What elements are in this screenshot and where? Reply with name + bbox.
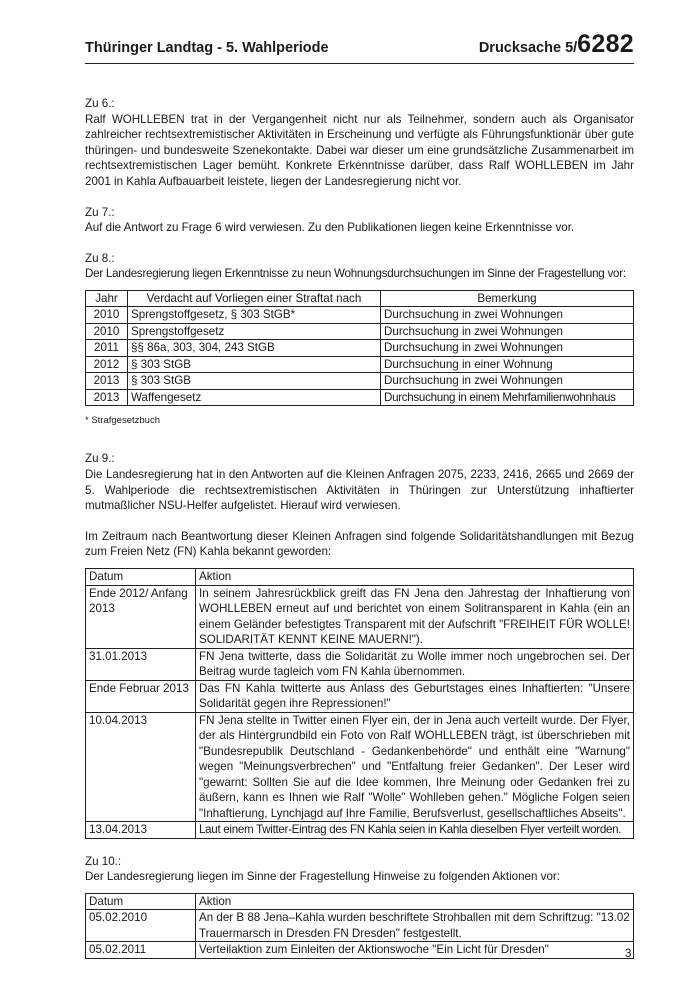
q10-heading: Zu 10.: [85,854,122,868]
table-row [86,373,634,390]
table-cell: Ende Februar 2013 [86,680,196,712]
table-cell: § 303 StGB [128,373,381,390]
drucksache-prefix: Drucksache 5/ [478,40,578,56]
document-body [85,96,634,959]
page-number: 3 [625,947,632,960]
table-cell: 2010 [86,307,128,324]
table-row [86,307,634,324]
table-cell: Verteilaktion zum Einleiten der Aktionswoche "Ein Licht für Dresden" [196,942,634,959]
table-row [86,389,634,406]
column-header: Jahr [86,290,128,307]
table-cell: 2011 [86,340,128,357]
table-row [86,712,634,822]
searches-table [85,290,634,407]
table-cell: 10.04.2013 [86,712,196,822]
solidarity-actions-table [85,568,634,839]
table-header-row [86,290,634,307]
footnote: * Strafgesetzbuch [85,415,160,427]
table-cell: FN Jena twitterte, dass die Solidarität zu Wolle immer noch ungebrochen sei. Der Beitrag wurde tagleich vom FN Kahla übernommen. [196,648,634,680]
q9-heading: Zu 9.: [85,452,115,466]
table-header-row [86,569,634,586]
q9-answer-continued: Im Zeitraum nach Beantwortung dieser Kleinen Anfragen sind folgende Solidaritätshandlungen mit Bezug zum Freien Netz (FN) Kahla bekannt geworden: [85,529,634,559]
drucksache-label [479,30,634,59]
table-cell: Durchsuchung in zwei Wohnungen [381,307,634,324]
q8-heading: Zu 8.: [85,251,115,265]
q6-answer: Ralf WOHLLEBEN trat in der Vergangenheit nicht nur als Teilnehmer, sondern auch als Organisator zahlreicher rechtsextremistischer Aktivitäten in Erscheinung und verfügte als Führungsfunktionär über gute thüringen- und bundesweite Szenekontakte. Dabei war dieser um eine grundsätzliche Zusammenarbeit im rechtsextremistischen Lager bemüht. Konkrete Erkenntnisse darüber, dass Ralf WOHLLEBEN im Jahr 2001 in Kahla Aufbauarbeit leistete, liegen der Landesregierung nicht vor. [85,112,634,188]
table-cell: Durchsuchung in zwei Wohnungen [381,340,634,357]
table-cell: FN Jena stellte in Twitter einen Flyer ein, der in Jena auch verteilt wurde. Der Flyer, der als Hintergrundbild ein Foto von Ralf WOHLLEBEN trägt, ist überschrieben mit "Bundesrepublik Deutschland - Gedankenbehörde" und enthält eine "Warnung" wegen "Meinungsverbrechen" und "Entfaltung freier Gedanken". Der Leser wird "gewarnt: Sollten Sie auf die Idee kommen, Ihre Meinung oder Gedanken frei zu äußern, kann es Ihnen wie Ralf "Wolle" Wohlleben gehen." Mögliche Folgen seien "Inhaftierung, Lynchjagd auf Ihre Familie, Berufsverlust, gesellschaftliches Abseits". [196,712,634,822]
column-header: Datum [86,893,196,910]
q7-heading: Zu 7.: [85,205,115,219]
table-cell: Sprengstoffgesetz [128,323,381,340]
table-cell: Das FN Kahla twitterte aus Anlass des Geburtstages eines Inhaftierten: "Unsere Solidarität gegen ihre Repressionen!" [196,680,634,712]
table-row [86,585,634,648]
table-row [86,323,634,340]
q10-answer: Der Landesregierung liegen im Sinne der Fragestellung Hinweise zu folgenden Aktionen vor: [85,870,560,884]
column-header: Aktion [196,569,634,586]
table-cell: 05.02.2010 [86,910,196,942]
column-header: Bemerkung [381,290,634,307]
column-header: Verdacht auf Vorliegen einer Straftat nach [128,290,381,307]
table-cell: Durchsuchung in zwei Wohnungen [381,323,634,340]
table-cell: Laut einem Twitter-Eintrag des FN Kahla seien in Kahla dieselben Flyer verteilt worden. [196,822,634,839]
table-cell: In seinem Jahresrückblick greift das FN Jena den Jahrestag der Inhaftierung von WOHLLEBEN erneut auf und berichtet von einem Solitransparent in Kahla (ein an einem Geländer befestigtes Transparent mit der Aufschrift "FREIHEIT FÜR WOLLE! SOLIDARITÄT KENNT KEINE MAUERN!"). [196,585,634,648]
q7-answer: Auf die Antwort zu Frage 6 wird verwiesen. Zu den Publikationen liegen keine Erkenntnisse vor. [85,221,575,235]
table-cell: Durchsuchung in einer Wohnung [381,356,634,373]
column-header: Aktion [196,893,634,910]
table-row [86,942,634,959]
q8-answer: Der Landesregierung liegen Erkenntnisse zu neun Wohnungsdurchsuchungen im Sinne der Fragestellung vor: [85,267,626,281]
table-cell: Sprengstoffgesetz, § 303 StGB* [128,307,381,324]
table-cell: 13.04.2013 [86,822,196,839]
table-cell: § 303 StGB [128,356,381,373]
table-cell: 05.02.2011 [86,942,196,959]
table-row [86,910,634,942]
table-cell: Ende 2012/ Anfang 2013 [86,585,196,648]
page-header [85,30,634,64]
column-header: Datum [86,569,196,586]
table-row [86,648,634,680]
table-cell: 2013 [86,389,128,406]
table-row [86,340,634,357]
table-row [86,356,634,373]
table-cell: An der B 88 Jena–Kahla wurden beschriftete Strohballen mit dem Schriftzug: "13.02 Trauermarsch in Dresden FN Dresden" festgestellt. [196,910,634,942]
q6-heading: Zu 6.: [85,97,115,110]
table-cell: 2013 [86,373,128,390]
table-header-row [86,893,634,910]
table-cell: 2012 [86,356,128,373]
table-cell: Durchsuchung in einem Mehrfamilienwohnhaus [381,389,634,406]
actions-table [85,893,634,959]
table-cell: 2010 [86,323,128,340]
parliament-title: Thüringer Landtag - 5. Wahlperiode [85,40,329,56]
table-cell: Waffengesetz [128,389,381,406]
table-cell: 31.01.2013 [86,648,196,680]
table-row [86,822,634,839]
header-rule [85,63,634,64]
q9-answer: Die Landesregierung hat in den Antworten auf die Kleinen Anfragen 2075, 2233, 2416, 2665 und 2669 der 5. Wahlperiode die rechtsextremistischen Aktivitäten in Thüringen zur Unterstützung inhaftierter mutmaßlicher NSU-Helfer aufgelistet. Hierauf wird verwiesen. [85,468,634,513]
table-row [86,680,634,712]
drucksache-number: 6282 [577,30,634,58]
table-cell: §§ 86a, 303, 304, 243 StGB [128,340,381,357]
table-cell: Durchsuchung in zwei Wohnungen [381,373,634,390]
